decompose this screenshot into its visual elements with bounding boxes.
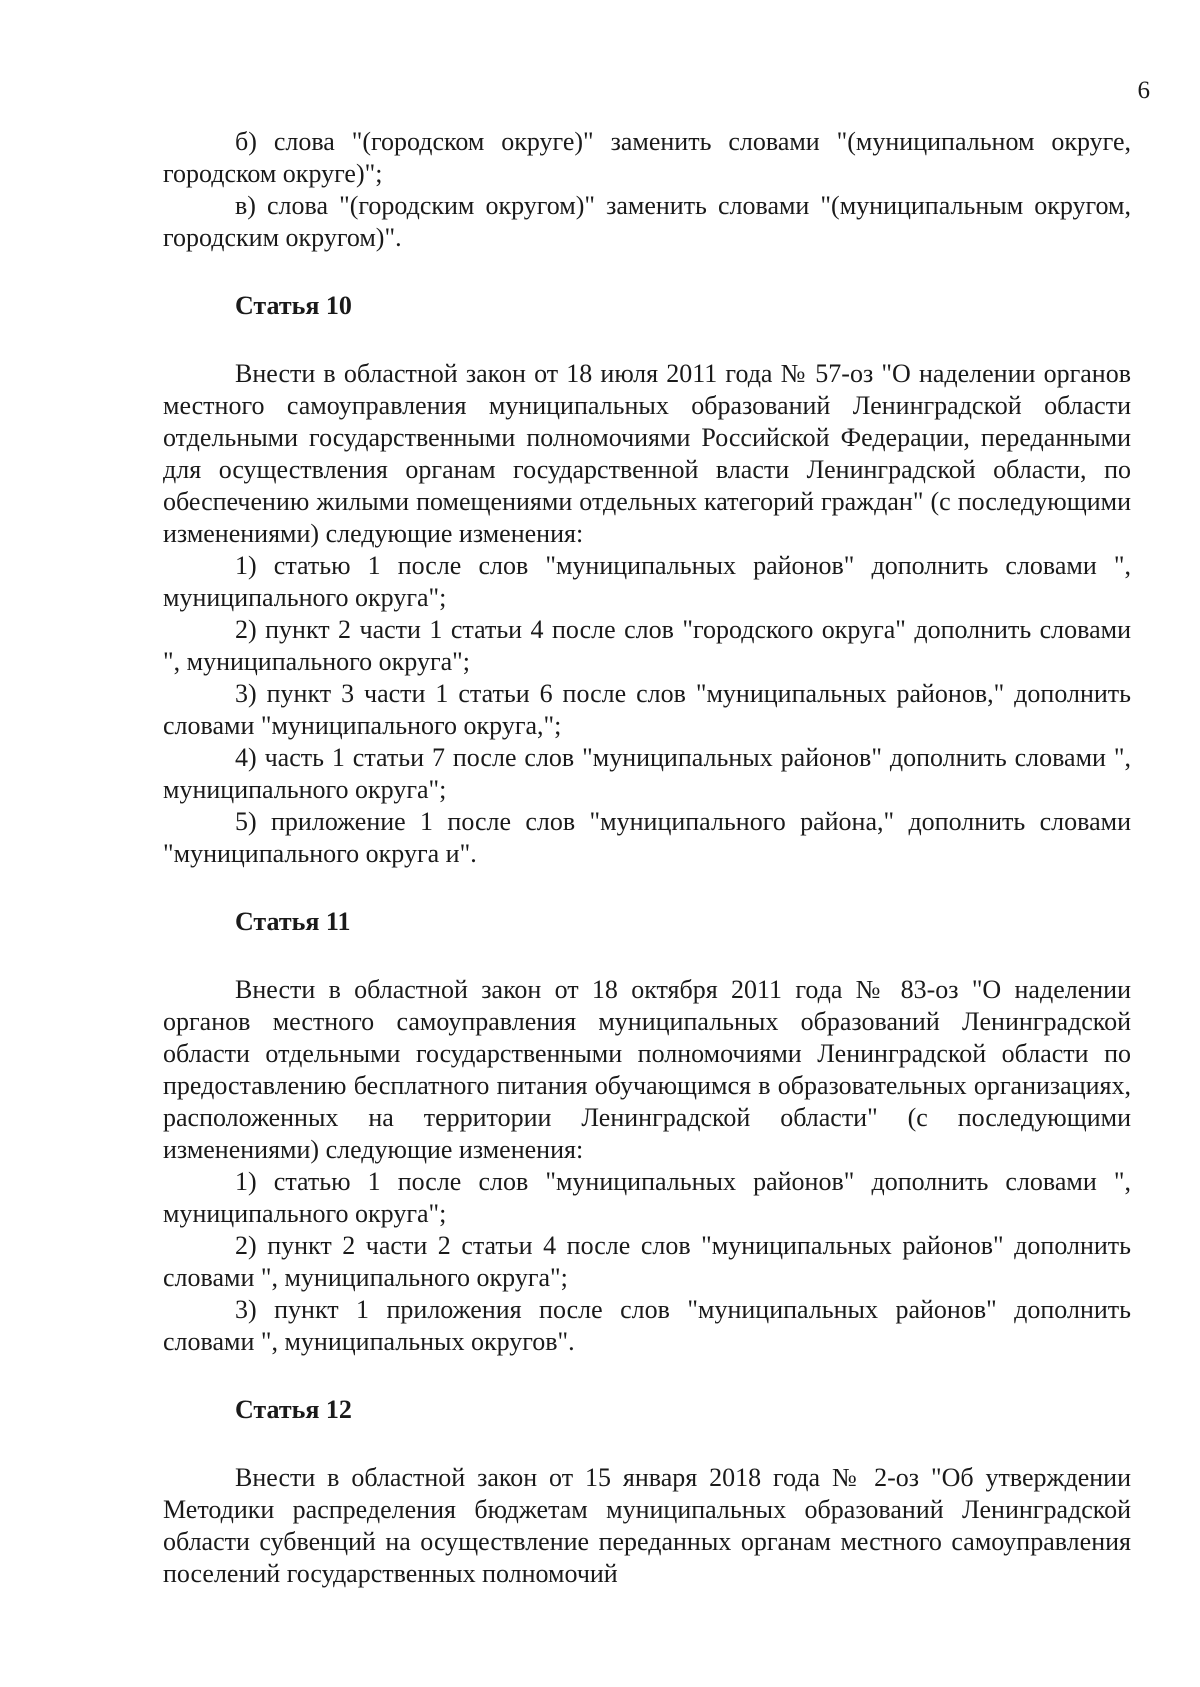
article-heading: Статья 11 — [235, 907, 351, 936]
amendment-item: б) слова "(городском округе)" заменить словами "(муниципальном округе, городском округе)"; — [163, 127, 1131, 188]
article-intro: Внести в областной закон от 18 октября 2011 года № 83-оз "О наделении органов местного самоуправления муниципальных образований Ленинградской области отдельными государственными полномочиями Ленинградской области по предоставлению бесплатного питания обучающимся в образовательных организациях, расположенных на территории Ленинградской области" (с последующими изменениями) следующие изменения: — [163, 975, 1131, 1164]
article-intro: Внести в областной закон от 18 июля 2011 года № 57-оз "О наделении органов местного самоуправления муниципальных образований Ленинградской области отдельными государственными полномочиями Российской Федерации, переданными для осуществления органам государственной власти Ленинградской области, по обеспечению жилыми помещениями отдельных категорий граждан" (с последующими изменениями) следующие изменения: — [163, 359, 1131, 548]
article-heading: Статья 12 — [235, 1395, 352, 1424]
amendment-item: 3) пункт 1 приложения после слов "муниципальных районов" дополнить словами ", муниципальных округов". — [163, 1295, 1131, 1356]
document-body — [163, 126, 1131, 1590]
amendment-item: 1) статью 1 после слов "муниципальных районов" дополнить словами ", муниципального округа"; — [163, 1167, 1131, 1228]
amendment-item: 1) статью 1 после слов "муниципальных районов" дополнить словами ", муниципального округа"; — [163, 551, 1131, 612]
amendment-item: 3) пункт 3 части 1 статьи 6 после слов "муниципальных районов," дополнить словами "муниципального округа,"; — [163, 679, 1131, 740]
amendment-item: 5) приложение 1 после слов "муниципального района," дополнить словами "муниципального округа и". — [163, 807, 1131, 868]
amendment-item: 2) пункт 2 части 1 статьи 4 после слов "городского округа" дополнить словами ", муниципального округа"; — [163, 615, 1131, 676]
page-number: 6 — [1137, 77, 1150, 104]
amendment-item: в) слова "(городским округом)" заменить словами "(муниципальным округом, городским округом)". — [163, 191, 1131, 252]
amendment-item: 2) пункт 2 части 2 статьи 4 после слов "муниципальных районов" дополнить словами ", муниципального округа"; — [163, 1231, 1131, 1292]
article-heading: Статья 10 — [235, 291, 352, 320]
article-intro: Внести в областной закон от 15 января 2018 года № 2-оз "Об утверждении Методики распределения бюджетам муниципальных образований Ленинградской области субвенций на осуществление переданных органам местного самоуправления поселений государственных полномочий — [163, 1463, 1131, 1588]
amendment-item: 4) часть 1 статьи 7 после слов "муниципальных районов" дополнить словами ", муниципального округа"; — [163, 743, 1131, 804]
